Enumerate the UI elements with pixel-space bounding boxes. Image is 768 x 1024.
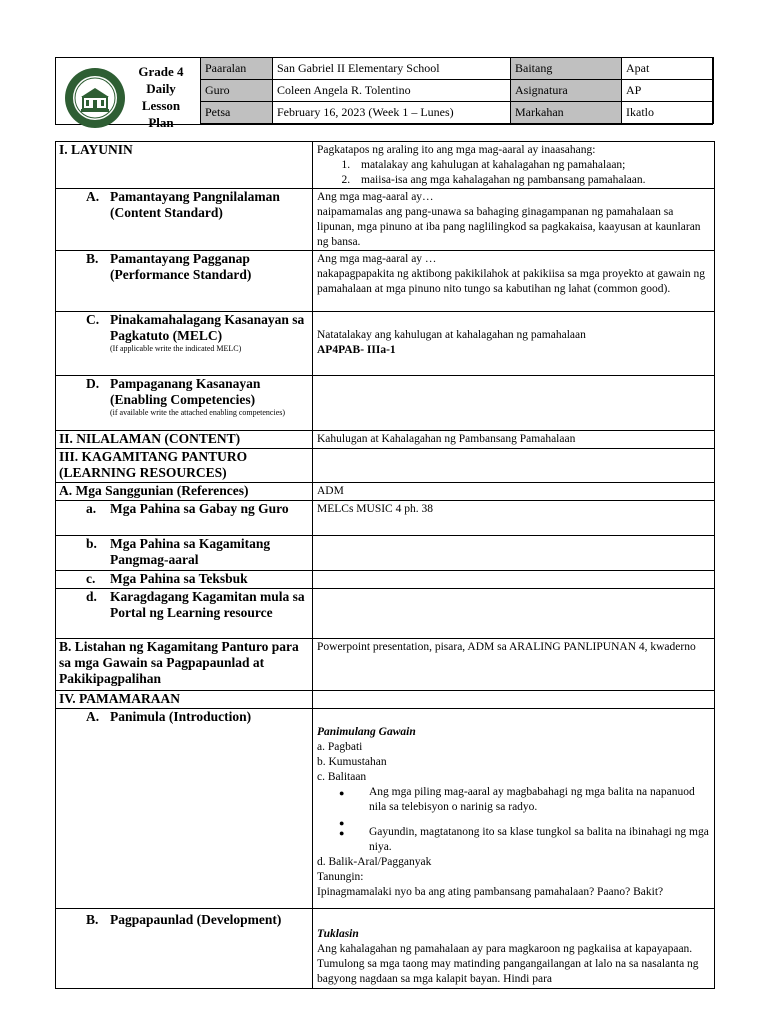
content-standard-label: Pamantayang Pangnilalaman (Content Standard)	[110, 189, 280, 220]
item-marker: c.	[86, 571, 96, 586]
empty-cell	[313, 589, 715, 639]
gabay-cell: MELCs MUSIC 4 ph. 38	[313, 501, 715, 536]
row-layunin	[56, 142, 715, 189]
introduction-cell	[313, 709, 715, 909]
content-standard-text: naipamamalas ang pang-unawa sa bahaging ginagampanan ng pamahalaan sa lipunan, mga pinuno at iba pang naglilingkod sa pagkakaisa, kaayusan at kaunlaran ng bansa.	[317, 206, 701, 248]
textbook-label: Mga Pahina sa Teksbuk	[110, 571, 248, 586]
row-gabay	[56, 501, 715, 536]
header-key: Petsa	[201, 102, 273, 124]
header-key: Guro	[201, 80, 273, 102]
row-content-standard	[56, 189, 715, 251]
tanungin-label: Tanungin:	[317, 871, 364, 883]
portal-label: Karagdagang Kagamitan mula sa Portal ng Learning resource	[110, 589, 305, 620]
introduction-heading: Panimulang Gawain	[317, 726, 416, 738]
melc-note: (If applicable write the indicated MELC)	[110, 344, 242, 353]
header-value: Apat	[622, 58, 714, 80]
header-value: AP	[622, 80, 714, 102]
header-key: Baitang	[511, 58, 622, 80]
row-melc	[56, 312, 715, 376]
objectives-list	[317, 158, 710, 188]
standard-intro: Ang mga mag-aaral ay …	[317, 253, 437, 265]
enabling-label-cell	[56, 376, 313, 431]
item-marker: a.	[86, 501, 97, 516]
header-value: February 16, 2023 (Week 1 – Lunes)	[273, 102, 511, 124]
materials-list-label: B. Listahan ng Kagamitang Panturo para sa mga Gawain sa Pagpapaunlad at Pakikipagpalihan	[56, 639, 313, 691]
standard-intro: Ang mga mag-aaral ay…	[317, 191, 434, 203]
motivation-question: Ipinagmamalaki nyo ba ang ating pambansang pamahalaan? Paano? Bakit?	[317, 886, 664, 898]
item-marker: D.	[86, 376, 100, 391]
melc-cell	[313, 312, 715, 376]
melc-code: AP4PAB- IIIa-1	[317, 344, 396, 356]
row-kagamitang-mag-aaral	[56, 536, 715, 571]
item-marker: B.	[86, 912, 99, 927]
bullet-item: ● Gayundin, magtatanong ito sa klase tungkol sa balita na ibinahagi ng mga niya.	[361, 825, 710, 855]
objectives-intro: Pagkatapos ng araling ito ang mga mag-aaral ay inaasahang:	[317, 144, 596, 156]
row-kagamitan	[56, 449, 715, 483]
header-row	[201, 80, 714, 102]
empty-cell	[313, 536, 715, 571]
header-info-table	[200, 57, 714, 124]
melc-label: Pinakamahalagang Kasanayan sa Pagkatuto (MELC)	[110, 312, 305, 343]
gabay-label: Mga Pahina sa Gabay ng Guro	[110, 501, 289, 516]
section-label: I. LAYUNIN	[56, 142, 313, 189]
content-cell: Kahulugan at Kahalagahan ng Pambansang Pamahalaan	[313, 431, 715, 449]
item-marker: d.	[86, 589, 97, 604]
section-label: III. KAGAMITANG PANTURO (LEARNING RESOURCES)	[56, 449, 313, 483]
school-seal-logo	[64, 67, 126, 129]
references-label: A. Mga Sanggunian (References)	[56, 483, 313, 501]
row-enabling	[56, 376, 715, 431]
objective-item: 2. maiisa-isa ang mga kahalagahan ng pambansang pamahalaan.	[353, 173, 710, 188]
introduction-label: Panimula (Introduction)	[110, 709, 252, 724]
header-value: San Gabriel II Elementary School	[273, 58, 511, 80]
portal-label-cell	[56, 589, 313, 639]
introduction-label-cell	[56, 709, 313, 909]
spacer	[361, 815, 710, 825]
step-greeting: a. Pagbati	[317, 741, 363, 753]
item-marker: A.	[86, 189, 100, 204]
performance-standard-cell	[313, 251, 715, 312]
row-sanggunian	[56, 483, 715, 501]
step-balitaan: c. Balitaan	[317, 771, 367, 783]
objective-item: 1. matalakay ang kahulugan at kahalagahan ng pamahalaan;	[353, 158, 710, 173]
step-kumustahan: b. Kumustahan	[317, 756, 387, 768]
lesson-plan-title: Grade 4 Daily Lesson Plan	[138, 64, 184, 130]
empty-cell	[313, 449, 715, 483]
melc-text: Natatalakay ang kahulugan at kahalagahan ng pamahalaan	[317, 329, 586, 341]
enabling-cell	[313, 376, 715, 431]
content-standard-label-cell	[56, 189, 313, 251]
development-label-cell	[56, 909, 313, 989]
row-teksbuk	[56, 571, 715, 589]
performance-standard-label: Pamantayang Pagganap (Performance Standard)	[110, 251, 252, 282]
learner-pages-label: Mga Pahina sa Kagamitang Pangmag-aaral	[110, 536, 271, 567]
section-label: II. NILALAMAN (CONTENT)	[56, 431, 313, 449]
performance-standard-label-cell	[56, 251, 313, 312]
objectives-cell	[313, 142, 715, 189]
row-pamamaraan	[56, 691, 715, 709]
section-label: IV. PAMAMARAAN	[56, 691, 313, 709]
item-marker: b.	[86, 536, 97, 551]
header-value: Ikatlo	[622, 102, 714, 124]
enabling-label: Pampaganang Kasanayan (Enabling Competencies)	[110, 376, 261, 407]
item-marker: C.	[86, 312, 100, 327]
header-key: Markahan	[511, 102, 622, 124]
gabay-label-cell	[56, 501, 313, 536]
step-balik-aral: d. Balik-Aral/Pagganyak	[317, 856, 432, 868]
content-standard-cell	[313, 189, 715, 251]
bullet-item: ● Ang mga piling mag-aaral ay magbabahagi ng mga balita na napanuod nila sa telebisyon o narinig sa radyo.	[361, 785, 710, 815]
learner-pages-label-cell	[56, 536, 313, 571]
row-listahan	[56, 639, 715, 691]
row-portal	[56, 589, 715, 639]
row-pagpapaunlad	[56, 909, 715, 989]
lesson-plan-table	[55, 141, 715, 989]
development-heading: Tuklasin	[317, 928, 359, 940]
header-row	[201, 102, 714, 124]
header-value: Coleen Angela R. Tolentino	[273, 80, 511, 102]
enabling-note: (if available write the attached enabling competencies)	[110, 408, 286, 417]
item-marker: B.	[86, 251, 99, 266]
performance-standard-text: nakapagpapakita ng aktibong pakikilahok at pakikiisa sa mga proyekto at gawain ng pamahalaan at mga pinuno nito tungo sa kabutihan ng lahat (common good).	[317, 268, 706, 295]
empty-cell	[313, 691, 715, 709]
empty-cell	[313, 571, 715, 589]
header-key: Paaralan	[201, 58, 273, 80]
melc-label-cell	[56, 312, 313, 376]
development-label: Pagpapaunlad (Development)	[110, 912, 282, 927]
row-nilalaman	[56, 431, 715, 449]
header-row	[201, 58, 714, 80]
development-cell	[313, 909, 715, 989]
textbook-label-cell	[56, 571, 313, 589]
balitaan-bullets	[317, 785, 710, 855]
references-cell: ADM	[313, 483, 715, 501]
materials-list-cell: Powerpoint presentation, pisara, ADM sa ARALING PANLIPUNAN 4, kwaderno	[313, 639, 715, 691]
item-marker: A.	[86, 709, 100, 724]
development-text: Ang kahalagahan ng pamahalaan ay para magkaroon ng pagkaiisa at kapayapaan. Tumulong sa mga taong may matinding pangangailangan at lalo na sa nasalanta ng bagyong nagdaan sa mga kalapit bayan. Hindi para	[317, 943, 699, 985]
row-performance-standard	[56, 251, 715, 312]
header-key: Asignatura	[511, 80, 622, 102]
row-panimula	[56, 709, 715, 909]
